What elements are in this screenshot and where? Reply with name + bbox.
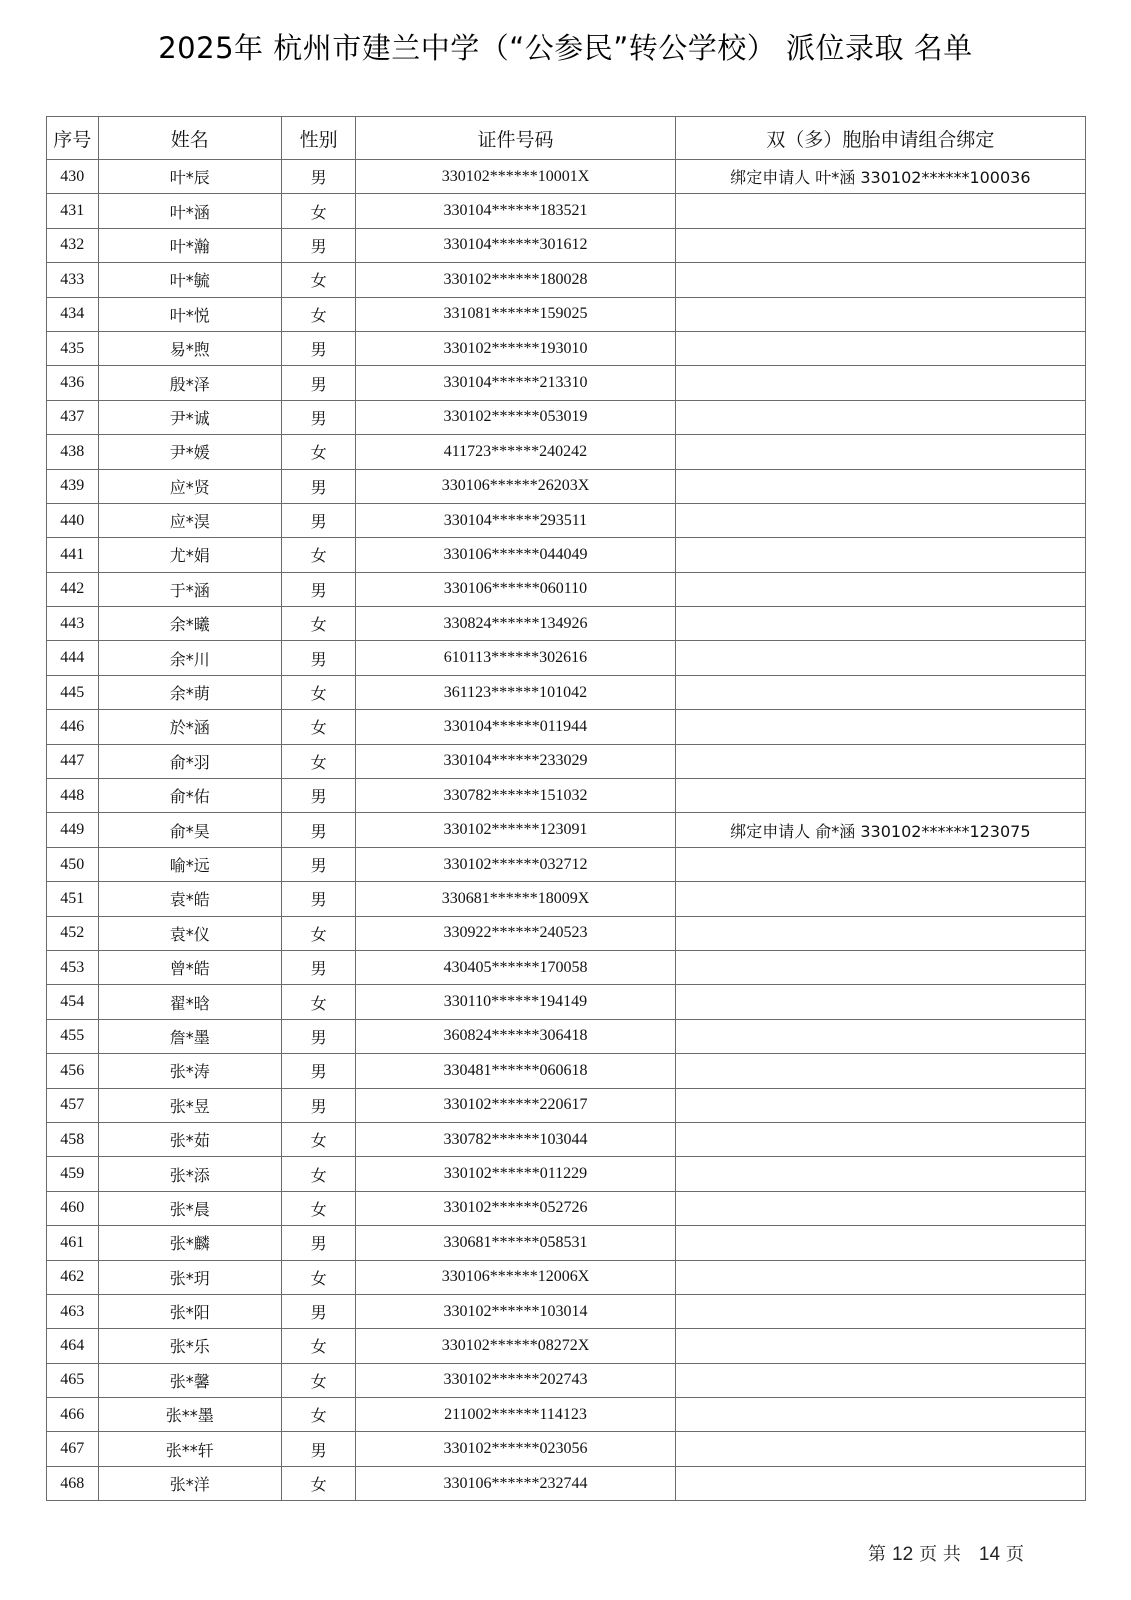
name-cell: 俞*昊: [98, 813, 281, 847]
footer-suffix: 页: [1006, 1544, 1025, 1565]
header-name: 姓名: [98, 117, 281, 160]
seq-cell: 435: [47, 331, 99, 365]
twin-binding-cell: [675, 1054, 1085, 1088]
twin-binding-cell: [675, 607, 1085, 641]
name-cell: 俞*羽: [98, 744, 281, 778]
gender-cell: 女: [282, 1260, 356, 1294]
table-row: [47, 331, 1086, 365]
name-cell: 叶*瀚: [98, 228, 281, 262]
name-cell: 余*川: [98, 641, 281, 675]
table-row: [47, 779, 1086, 813]
gender-cell: 女: [282, 1398, 356, 1432]
name-cell: 张*乐: [98, 1329, 281, 1363]
id-number-cell: 411723******240242: [356, 435, 676, 469]
table-row: [47, 1398, 1086, 1432]
name-cell: 殷*泽: [98, 366, 281, 400]
gender-cell: 女: [282, 916, 356, 950]
table-row: [47, 985, 1086, 1019]
seq-cell: 460: [47, 1191, 99, 1225]
gender-cell: 女: [282, 1157, 356, 1191]
name-cell: 张*洋: [98, 1466, 281, 1500]
gender-cell: 女: [282, 263, 356, 297]
table-row: [47, 228, 1086, 262]
table-row: [47, 1122, 1086, 1156]
id-number-cell: 330782******103044: [356, 1122, 676, 1156]
table-row: [47, 366, 1086, 400]
seq-cell: 453: [47, 950, 99, 984]
twin-binding-cell: [675, 1122, 1085, 1156]
gender-cell: 女: [282, 297, 356, 331]
table-row: [47, 1329, 1086, 1363]
table-row: [47, 503, 1086, 537]
table-row: [47, 469, 1086, 503]
id-number-cell: 610113******302616: [356, 641, 676, 675]
seq-cell: 439: [47, 469, 99, 503]
seq-cell: 467: [47, 1432, 99, 1466]
gender-cell: 男: [282, 950, 356, 984]
twin-binding-cell: [675, 1398, 1085, 1432]
name-cell: 余*曦: [98, 607, 281, 641]
seq-cell: 466: [47, 1398, 99, 1432]
seq-cell: 462: [47, 1260, 99, 1294]
twin-binding-cell: [675, 1363, 1085, 1397]
seq-cell: 432: [47, 228, 99, 262]
gender-cell: 女: [282, 1363, 356, 1397]
page-footer: [868, 1540, 1024, 1566]
twin-binding-cell: 绑定申请人 叶*涵 330102******100036: [675, 160, 1085, 194]
seq-cell: 456: [47, 1054, 99, 1088]
name-cell: 於*涵: [98, 710, 281, 744]
seq-cell: 455: [47, 1019, 99, 1053]
gender-cell: 男: [282, 366, 356, 400]
gender-cell: 男: [282, 1054, 356, 1088]
seq-cell: 468: [47, 1466, 99, 1500]
twin-binding-cell: [675, 1260, 1085, 1294]
twin-binding-cell: [675, 1466, 1085, 1500]
roster-body: [47, 160, 1086, 1501]
name-cell: 张*麟: [98, 1226, 281, 1260]
name-cell: 应*淏: [98, 503, 281, 537]
gender-cell: 男: [282, 572, 356, 606]
table-row: [47, 194, 1086, 228]
twin-binding-cell: [675, 985, 1085, 1019]
twin-binding-cell: [675, 779, 1085, 813]
id-number-cell: 330102******103014: [356, 1294, 676, 1328]
id-number-cell: 330104******233029: [356, 744, 676, 778]
table-row: [47, 263, 1086, 297]
id-number-cell: 330106******232744: [356, 1466, 676, 1500]
twin-binding-cell: [675, 1191, 1085, 1225]
seq-cell: 438: [47, 435, 99, 469]
gender-cell: 女: [282, 744, 356, 778]
seq-cell: 450: [47, 847, 99, 881]
gender-cell: 男: [282, 160, 356, 194]
name-cell: 张*馨: [98, 1363, 281, 1397]
name-cell: 叶*辰: [98, 160, 281, 194]
name-cell: 张**轩: [98, 1432, 281, 1466]
seq-cell: 441: [47, 538, 99, 572]
twin-binding-cell: [675, 1432, 1085, 1466]
gender-cell: 男: [282, 503, 356, 537]
id-number-cell: 330102******220617: [356, 1088, 676, 1122]
twin-binding-cell: [675, 744, 1085, 778]
name-cell: 张*昱: [98, 1088, 281, 1122]
id-number-cell: 330102******032712: [356, 847, 676, 881]
seq-cell: 430: [47, 160, 99, 194]
gender-cell: 女: [282, 194, 356, 228]
twin-binding-cell: [675, 1157, 1085, 1191]
gender-cell: 女: [282, 985, 356, 1019]
footer-mid: 页 共: [919, 1544, 961, 1565]
table-row: [47, 675, 1086, 709]
table-row: [47, 744, 1086, 778]
id-number-cell: 211002******114123: [356, 1398, 676, 1432]
seq-cell: 443: [47, 607, 99, 641]
name-cell: 尹*媛: [98, 435, 281, 469]
twin-binding-cell: [675, 228, 1085, 262]
name-cell: 张*茹: [98, 1122, 281, 1156]
name-cell: 翟*晗: [98, 985, 281, 1019]
table-row: [47, 435, 1086, 469]
name-cell: 应*贤: [98, 469, 281, 503]
admission-roster-table: [46, 116, 1086, 1501]
gender-cell: 男: [282, 1019, 356, 1053]
name-cell: 尹*诚: [98, 400, 281, 434]
table-row: [47, 400, 1086, 434]
twin-binding-cell: [675, 263, 1085, 297]
table-row: [47, 1088, 1086, 1122]
seq-cell: 451: [47, 882, 99, 916]
table-row: [47, 1191, 1086, 1225]
seq-cell: 440: [47, 503, 99, 537]
page-title: 2025年 杭州市建兰中学（“公参民”转公学校） 派位录取 名单: [158, 31, 973, 65]
header-twin-binding: 双（多）胞胎申请组合绑定: [675, 117, 1085, 160]
twin-binding-cell: [675, 847, 1085, 881]
gender-cell: 女: [282, 538, 356, 572]
seq-cell: 446: [47, 710, 99, 744]
table-row: [47, 847, 1086, 881]
id-number-cell: 330102******08272X: [356, 1329, 676, 1363]
seq-cell: 442: [47, 572, 99, 606]
name-cell: 张*玥: [98, 1260, 281, 1294]
gender-cell: 女: [282, 1191, 356, 1225]
seq-cell: 436: [47, 366, 99, 400]
gender-cell: 男: [282, 641, 356, 675]
table-row: [47, 1226, 1086, 1260]
twin-binding-cell: [675, 194, 1085, 228]
seq-cell: 459: [47, 1157, 99, 1191]
name-cell: 曾*皓: [98, 950, 281, 984]
id-number-cell: 330102******052726: [356, 1191, 676, 1225]
table-row: [47, 916, 1086, 950]
id-number-cell: 330104******293511: [356, 503, 676, 537]
id-number-cell: 330102******011229: [356, 1157, 676, 1191]
footer-prefix: 第: [868, 1544, 886, 1565]
header-seq: 序号: [47, 117, 99, 160]
twin-binding-cell: [675, 538, 1085, 572]
twin-binding-cell: [675, 435, 1085, 469]
name-cell: 易*煦: [98, 331, 281, 365]
id-number-cell: 330104******011944: [356, 710, 676, 744]
gender-cell: 女: [282, 435, 356, 469]
gender-cell: 男: [282, 1226, 356, 1260]
name-cell: 詹*墨: [98, 1019, 281, 1053]
table-row: [47, 1466, 1086, 1500]
seq-cell: 461: [47, 1226, 99, 1260]
id-number-cell: 330102******023056: [356, 1432, 676, 1466]
seq-cell: 444: [47, 641, 99, 675]
id-number-cell: 330106******044049: [356, 538, 676, 572]
gender-cell: 女: [282, 675, 356, 709]
name-cell: 喻*远: [98, 847, 281, 881]
id-number-cell: 330104******183521: [356, 194, 676, 228]
gender-cell: 男: [282, 1294, 356, 1328]
twin-binding-cell: [675, 469, 1085, 503]
gender-cell: 男: [282, 779, 356, 813]
twin-binding-cell: [675, 1088, 1085, 1122]
id-number-cell: 330102******193010: [356, 331, 676, 365]
name-cell: 叶*悦: [98, 297, 281, 331]
name-cell: 袁*皓: [98, 882, 281, 916]
twin-binding-cell: [675, 641, 1085, 675]
gender-cell: 男: [282, 1432, 356, 1466]
seq-cell: 437: [47, 400, 99, 434]
gender-cell: 男: [282, 847, 356, 881]
id-number-cell: 330106******12006X: [356, 1260, 676, 1294]
name-cell: 俞*佑: [98, 779, 281, 813]
table-row: [47, 1054, 1086, 1088]
gender-cell: 女: [282, 1329, 356, 1363]
name-cell: 袁*仪: [98, 916, 281, 950]
id-number-cell: 330481******060618: [356, 1054, 676, 1088]
twin-binding-cell: [675, 1329, 1085, 1363]
twin-binding-cell: 绑定申请人 俞*涵 330102******123075: [675, 813, 1085, 847]
twin-binding-cell: [675, 710, 1085, 744]
seq-cell: 447: [47, 744, 99, 778]
id-number-cell: 330922******240523: [356, 916, 676, 950]
footer-total-pages: 14: [978, 1544, 1001, 1565]
table-row: [47, 1157, 1086, 1191]
name-cell: 张*涛: [98, 1054, 281, 1088]
seq-cell: 431: [47, 194, 99, 228]
id-number-cell: 360824******306418: [356, 1019, 676, 1053]
id-number-cell: 330681******18009X: [356, 882, 676, 916]
gender-cell: 男: [282, 400, 356, 434]
table-row: [47, 710, 1086, 744]
seq-cell: 463: [47, 1294, 99, 1328]
twin-binding-cell: [675, 950, 1085, 984]
seq-cell: 448: [47, 779, 99, 813]
twin-binding-cell: [675, 882, 1085, 916]
twin-binding-cell: [675, 297, 1085, 331]
twin-binding-cell: [675, 1294, 1085, 1328]
id-number-cell: 330782******151032: [356, 779, 676, 813]
table-row: [47, 572, 1086, 606]
footer-current-page: 12: [892, 1544, 914, 1565]
seq-cell: 445: [47, 675, 99, 709]
twin-binding-cell: [675, 366, 1085, 400]
table-row: [47, 160, 1086, 194]
id-number-cell: 330106******060110: [356, 572, 676, 606]
gender-cell: 男: [282, 813, 356, 847]
table-row: [47, 297, 1086, 331]
id-number-cell: 330106******26203X: [356, 469, 676, 503]
id-number-cell: 330104******301612: [356, 228, 676, 262]
name-cell: 张**墨: [98, 1398, 281, 1432]
table-row: [47, 882, 1086, 916]
header-gender: 性别: [282, 117, 356, 160]
table-row: [47, 1432, 1086, 1466]
gender-cell: 男: [282, 1088, 356, 1122]
seq-cell: 449: [47, 813, 99, 847]
gender-cell: 女: [282, 607, 356, 641]
table-header-row: [47, 117, 1086, 160]
twin-binding-cell: [675, 1226, 1085, 1260]
id-number-cell: 330102******053019: [356, 400, 676, 434]
id-number-cell: 330102******123091: [356, 813, 676, 847]
id-number-cell: 330681******058531: [356, 1226, 676, 1260]
gender-cell: 女: [282, 1122, 356, 1156]
id-number-cell: 331081******159025: [356, 297, 676, 331]
id-number-cell: 330102******10001X: [356, 160, 676, 194]
twin-binding-cell: [675, 503, 1085, 537]
twin-binding-cell: [675, 916, 1085, 950]
id-number-cell: 361123******101042: [356, 675, 676, 709]
seq-cell: 454: [47, 985, 99, 1019]
id-number-cell: 330102******180028: [356, 263, 676, 297]
name-cell: 于*涵: [98, 572, 281, 606]
id-number-cell: 430405******170058: [356, 950, 676, 984]
id-number-cell: 330110******194149: [356, 985, 676, 1019]
table-row: [47, 1260, 1086, 1294]
table-row: [47, 1363, 1086, 1397]
twin-binding-cell: [675, 400, 1085, 434]
seq-cell: 464: [47, 1329, 99, 1363]
seq-cell: 457: [47, 1088, 99, 1122]
table-row: [47, 1019, 1086, 1053]
table-row: [47, 813, 1086, 847]
seq-cell: 434: [47, 297, 99, 331]
twin-binding-cell: [675, 572, 1085, 606]
gender-cell: 男: [282, 331, 356, 365]
id-number-cell: 330104******213310: [356, 366, 676, 400]
table-row: [47, 538, 1086, 572]
twin-binding-cell: [675, 331, 1085, 365]
name-cell: 张*添: [98, 1157, 281, 1191]
name-cell: 叶*毓: [98, 263, 281, 297]
name-cell: 叶*涵: [98, 194, 281, 228]
header-id-number: 证件号码: [356, 117, 676, 160]
gender-cell: 女: [282, 1466, 356, 1500]
gender-cell: 男: [282, 469, 356, 503]
gender-cell: 男: [282, 882, 356, 916]
table-row: [47, 607, 1086, 641]
id-number-cell: 330824******134926: [356, 607, 676, 641]
table-row: [47, 641, 1086, 675]
twin-binding-cell: [675, 1019, 1085, 1053]
name-cell: 余*萌: [98, 675, 281, 709]
table-row: [47, 1294, 1086, 1328]
table-row: [47, 950, 1086, 984]
seq-cell: 465: [47, 1363, 99, 1397]
seq-cell: 458: [47, 1122, 99, 1156]
gender-cell: 男: [282, 228, 356, 262]
id-number-cell: 330102******202743: [356, 1363, 676, 1397]
twin-binding-cell: [675, 675, 1085, 709]
name-cell: 张*阳: [98, 1294, 281, 1328]
seq-cell: 433: [47, 263, 99, 297]
name-cell: 尤*娟: [98, 538, 281, 572]
seq-cell: 452: [47, 916, 99, 950]
name-cell: 张*晨: [98, 1191, 281, 1225]
gender-cell: 女: [282, 710, 356, 744]
